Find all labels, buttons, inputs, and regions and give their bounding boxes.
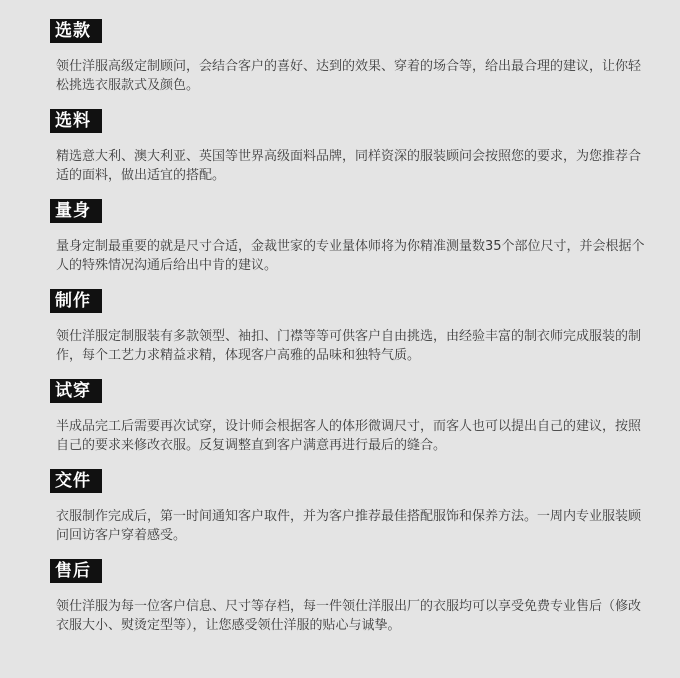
section-title: 交件	[50, 469, 102, 493]
section-description: 半成品完工后需要再次试穿，设计师会根据客人的体形微调尺寸，而客人也可以提出自己的建议，按照自己的要求来修改衣服。反复调整直到客户满意再进行最后的缝合。	[56, 419, 642, 453]
section-description: 衣服制作完成后，第一时间通知客户取件，并为客户推荐最佳搭配服饰和保养方法。一周内专业服装顾问回访客户穿着感受。	[56, 509, 642, 543]
section-description: 领仕洋服定制服装有多款领型、袖扣、门襟等等可供客户自由挑选，由经验丰富的制衣师完成服装的制作，每个工艺力求精益求精，体现客户高雅的品味和独特气质。	[56, 329, 642, 363]
section-title: 制作	[50, 289, 102, 313]
section-title: 选料	[50, 109, 102, 133]
section-title: 试穿	[50, 379, 102, 403]
section-title: 选款	[50, 19, 102, 43]
section-description: 量身定制最重要的就是尺寸合适，金裁世家的专业量体师将为你精准测量数35个部位尺寸，并会根据个人的特殊情况沟通后给出中肯的建议。	[56, 239, 645, 273]
section-description: 领仕洋服为每一位客户信息、尺寸等存档，每一件领仕洋服出厂的衣服均可以享受免费专业售后（修改衣服大小、熨烫定型等），让您感受领仕洋服的贴心与诚挚。	[56, 599, 642, 633]
section-description: 精选意大利、澳大利亚、英国等世界高级面料品牌，同样资深的服装顾问会按照您的要求，为您推荐合适的面料，做出适宜的搭配。	[56, 149, 642, 183]
section-title: 量身	[50, 199, 102, 223]
section-description: 领仕洋服高级定制顾问，会结合客户的喜好、达到的效果、穿着的场合等，给出最合理的建议，让你轻松挑选衣服款式及颜色。	[56, 59, 642, 93]
section-title: 售后	[50, 559, 102, 583]
